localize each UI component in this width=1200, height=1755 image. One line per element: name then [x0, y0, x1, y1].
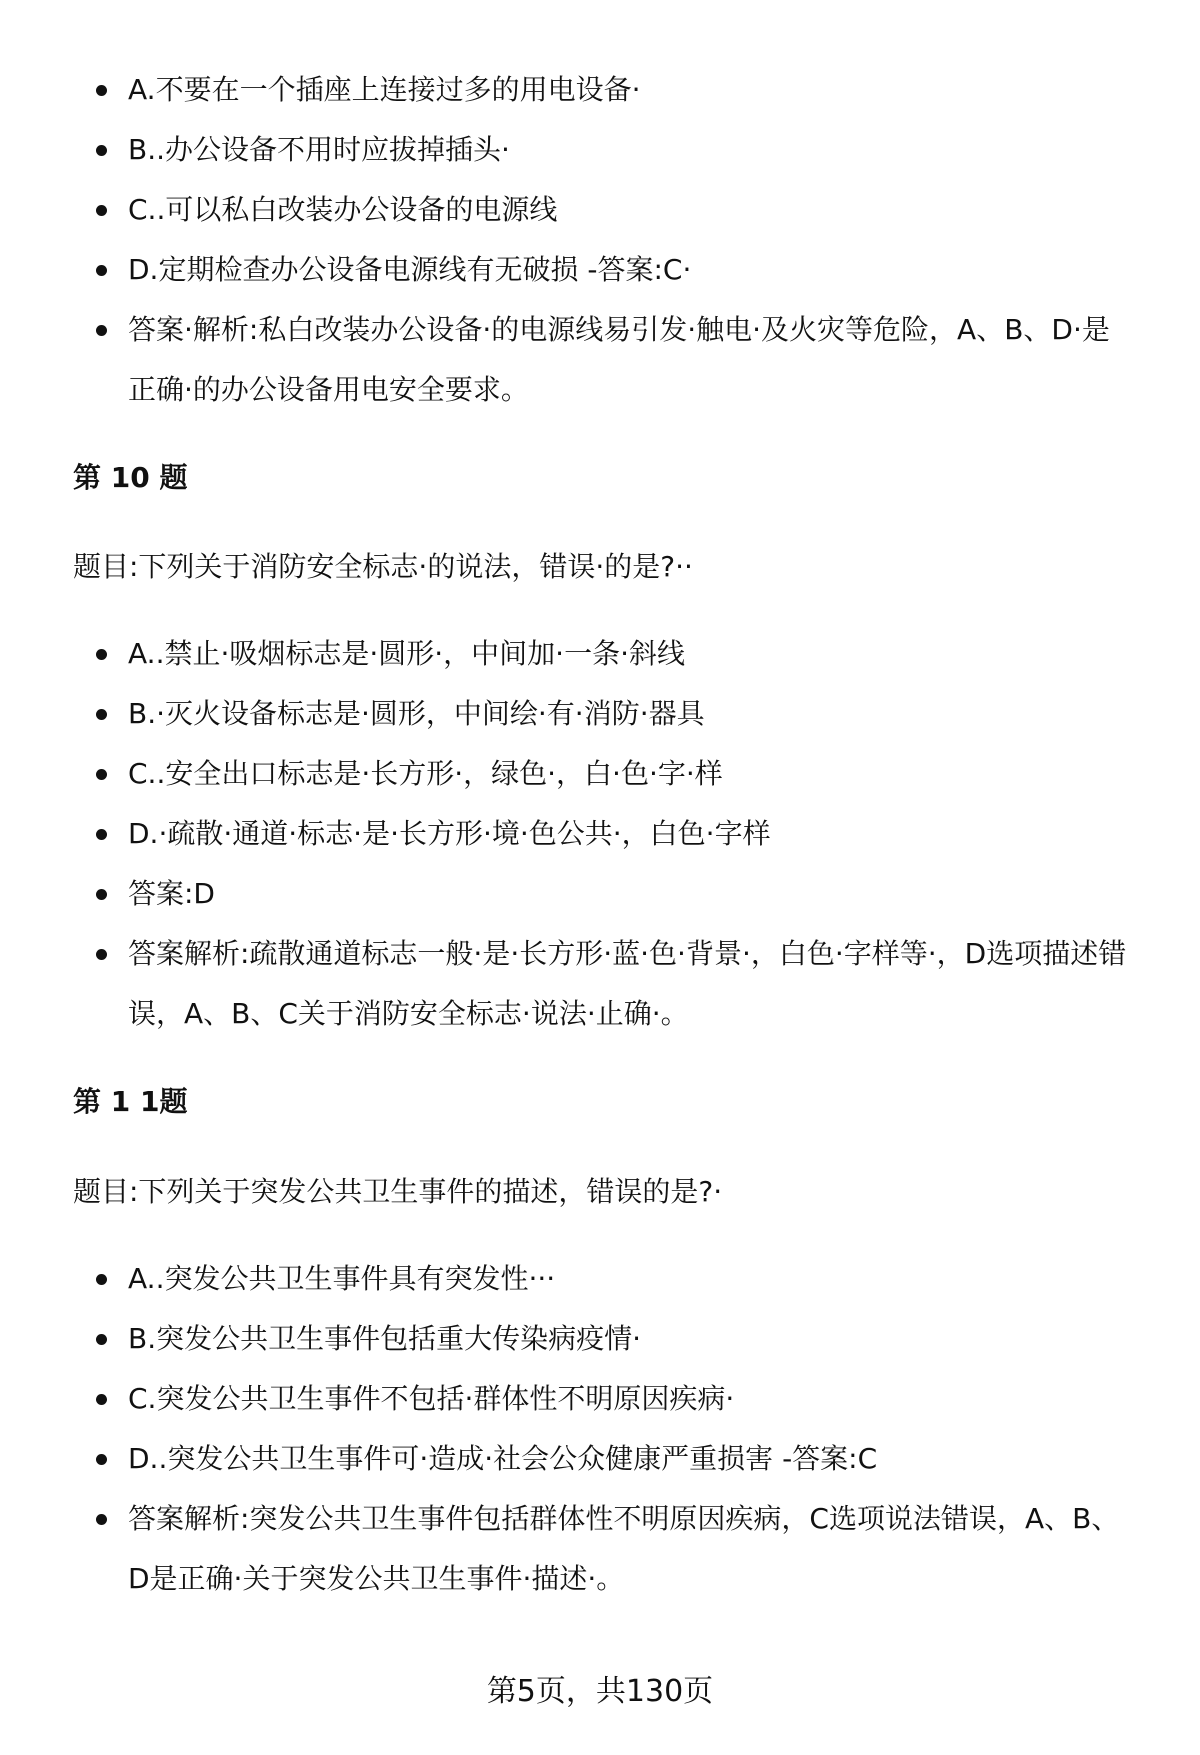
bullet-icon — [96, 325, 107, 336]
bullet-icon — [96, 205, 107, 216]
bullet-icon — [96, 829, 107, 840]
bullet-icon — [96, 889, 107, 900]
option-d: D.·疏散·通道·标志·是·长方形·境·色公共·，白色·字样 — [0, 804, 1128, 864]
bullet-icon — [96, 145, 107, 156]
answer-explanation: 答案·解析:私白改装办公设备·的电源线易引发·触电·及火灾等危险，A、B、D·是正确·的办公设备用电安全要求。 — [0, 300, 1128, 420]
answer: 答案:D — [0, 864, 1128, 924]
option-b: B..办公设备不用时应拔掉插头· — [0, 120, 1128, 180]
option-c: C..安全出口标志是·长方形·，绿色·，白·色·字·样 — [0, 744, 1128, 804]
option-a: A..禁止·吸烟标志是·圆形·，中间加·一条·斜线 — [0, 624, 1128, 684]
question-11-title: 第 1 1题 — [73, 1085, 188, 1118]
question-11-prompt: 题目:下列关于突发公共卫生事件的描述，错误的是?· — [73, 1175, 723, 1208]
bullet-icon — [96, 1514, 107, 1525]
bullet-icon — [96, 1334, 107, 1345]
bullet-icon — [96, 1454, 107, 1465]
question-9-options — [0, 60, 1128, 420]
bullet-icon — [96, 949, 107, 960]
bullet-icon — [96, 85, 107, 96]
option-c: C.突发公共卫生事件不包括·群体性不明原因疾病· — [0, 1369, 1128, 1429]
option-b: B.·灭火设备标志是·圆形，中间绘·有·消防·器具 — [0, 684, 1128, 744]
answer-explanation: 答案解析:突发公共卫生事件包括群体性不明原因疾病，C选项说法错误，A、B、D是正确·关于突发公共卫生事件·描述·。 — [0, 1489, 1128, 1609]
option-b: B.突发公共卫生事件包括重大传染病疫情· — [0, 1309, 1128, 1369]
bullet-icon — [96, 1394, 107, 1405]
bullet-icon — [96, 265, 107, 276]
option-c: C..可以私白改装办公设备的电源线 — [0, 180, 1128, 240]
question-11-options — [0, 1249, 1128, 1609]
question-10-options — [0, 624, 1128, 1044]
answer-explanation: 答案解析:疏散通道标志一般·是·长方形·蓝·色·背景·，白色·字样等·，D选项描述错误，A、B、C关于消防安全标志·说法·止确·。 — [0, 924, 1128, 1044]
page-number: 第5页，共130页 — [486, 1674, 714, 1709]
bullet-icon — [96, 1274, 107, 1285]
question-10-title: 第 10 题 — [73, 461, 188, 494]
bullet-icon — [96, 649, 107, 660]
bullet-icon — [96, 709, 107, 720]
option-a: A..突发公共卫生事件具有突发性··· — [0, 1249, 1128, 1309]
option-d: D..突发公共卫生事件可·造成·社会公众健康严重损害 -答案:C — [0, 1429, 1128, 1489]
option-a: A.不要在一个插座上连接过多的用电设备· — [0, 60, 1128, 120]
question-10-prompt: 题目:下列关于消防安全标志·的说法，错误·的是?·· — [73, 550, 693, 583]
option-d: D.定期检查办公设备电源线有无破损 -答案:C· — [0, 240, 1128, 300]
bullet-icon — [96, 769, 107, 780]
